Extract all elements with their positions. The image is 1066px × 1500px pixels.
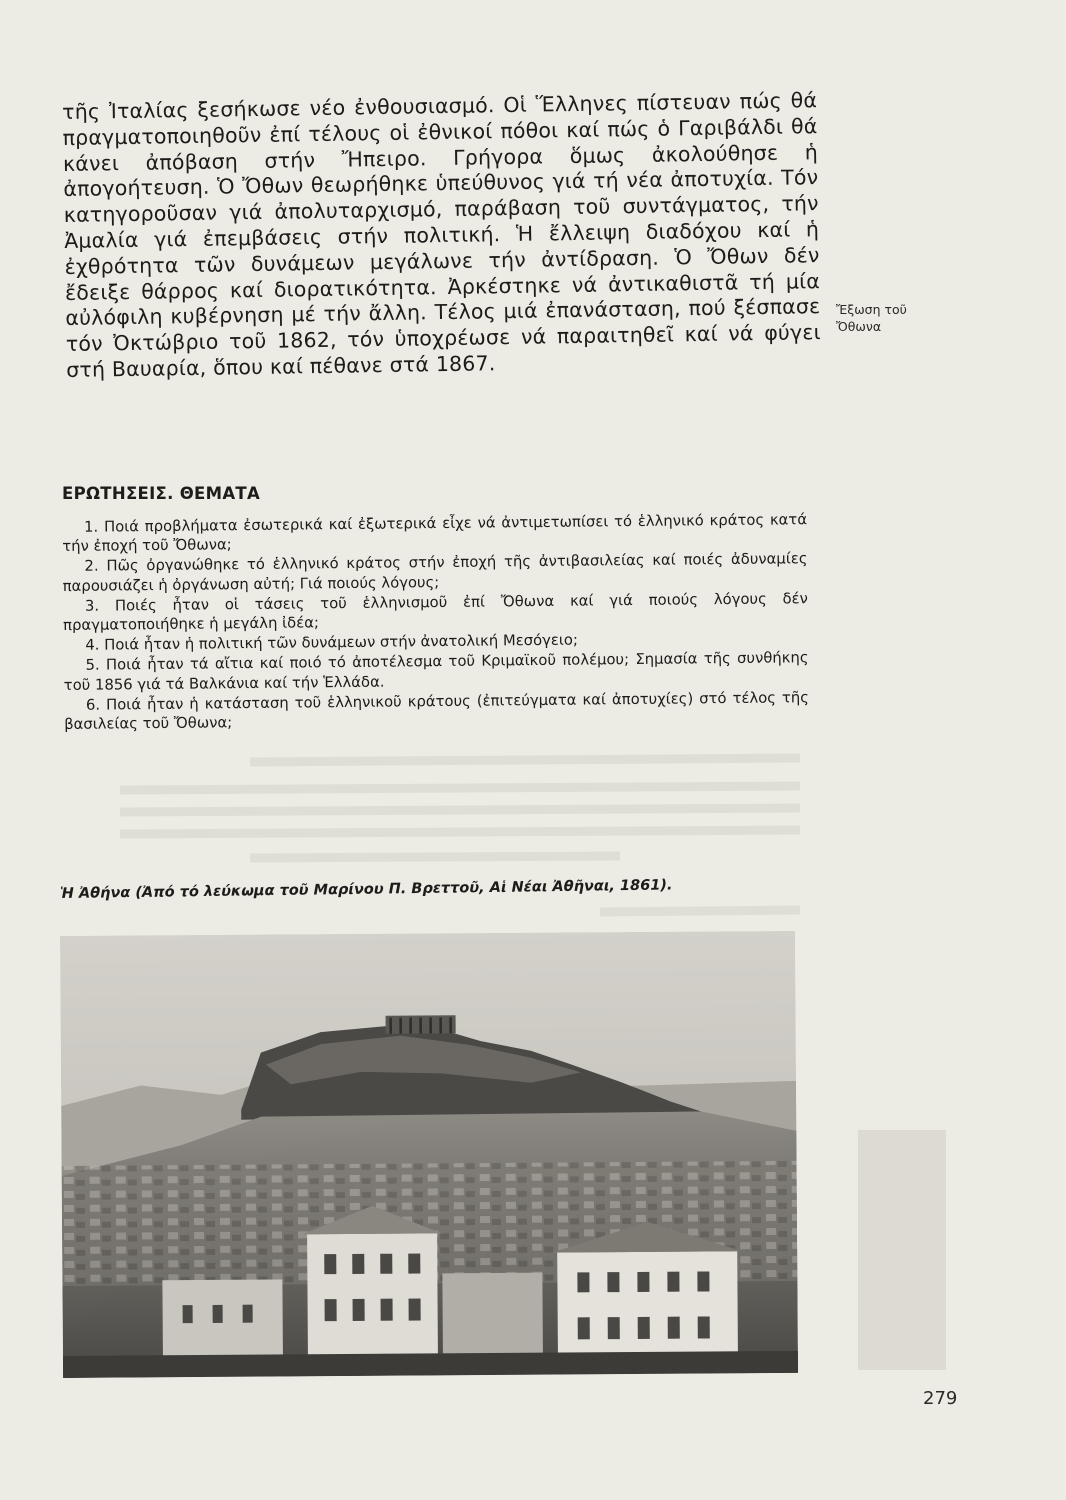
- margin-note-line: Ὄθωνα: [836, 319, 882, 334]
- margin-note-line: Ἔξωση τοῦ: [836, 302, 907, 317]
- questions-heading: ΕΡΩΤΗΣΕΙΣ. ΘΕΜΑΤΑ: [62, 484, 261, 503]
- paragraph-text: τῆς Ἰταλίας ξεσήκωσε νέο ἐνθουσιασμό. Οἱ Ἕλληνες πίστευαν πώς θά πραγματοποιηθοῦν ἐπί τέλους οἱ ἐθνικοί πόθοι καί πώς ὁ Γαριβάλδι θά κάνει ἀπόβαση στήν Ἤπειρο. Γρήγορα ὅμως ἀκολούθησε ἡ ἀπογοήτευση. Ὁ Ὄθων θεωρήθηκε ὑπεύθυνος γιά τή νέα ἀποτυχία. Τόν κατηγοροῦσαν γιά ἀπολυταρχισμό, παράβαση τοῦ συντάγματος, τήν Ἀμαλία γιά ἐπεμβάσεις στήν πολιτική. Ἡ ἔλλειψη διαδόχου καί ἡ ἐχθρότητα τῶν δυνάμεων μεγάλωνε τήν ἀντίδραση. Ὁ Ὄθων δέν ἔδειξε θάρρος καί διορατικότητα. Ἀρκέστηκε νά ἀντικαθιστᾶ τή μία αὐλόφιλη κυβέρνηση μέ τήν ἄλλη. Τέλος μιά ἐπανάσταση, πού ξέσπασε τόν Ὀκτώβριο τοῦ 1862, τόν ὑποχρέωσε νά παραιτηθεῖ καί νά φύγει στή Βαυαρία, ὅπου καί πέθανε στά 1867.: [62, 88, 821, 382]
- athens-photograph: [60, 931, 798, 1378]
- photo-caption: Ἡ Ἀθήνα (Ἀπό τό λεύκωμα τοῦ Μαρίνου Π. Βρεττοῦ, Αἱ Νέαι Ἀθῆναι, 1861).: [60, 877, 673, 902]
- question-item: 2. Πῶς ὀργανώθηκε τό ἑλληνικό κράτος στήν ἐποχή τῆς ἀντιβασιλείας καί ποιές ἀδυναμίες παρουσιάζει ἡ ὀργάνωση αὐτή; Γιά ποιούς λόγους;: [62, 550, 808, 595]
- question-item: 6. Ποιά ἦταν ἡ κατάσταση τοῦ ἑλληνικοῦ κράτους (ἐπιτεύγματα καί ἀποτυχίες) στό τέλος τῆς βασιλείας τοῦ Ὄθωνα;: [64, 689, 810, 734]
- question-item: 5. Ποιά ἦταν τά αἴτια καί ποιό τό ἀποτέλεσμα τοῦ Κριμαϊκοῦ πολέμου; Σημασία τῆς συνθήκης τοῦ 1856 γιά τά Βαλκάνια καί τήν Ἑλλάδα.: [63, 649, 809, 694]
- bleed-image-icon: [858, 1130, 946, 1370]
- question-item: 3. Ποιές ἦταν οἱ τάσεις τοῦ ἑλληνισμοῦ ἐπί Ὄθωνα καί γιά ποιούς λόγους δέν πραγματοποιήθηκε ἡ μεγάλη ἰδέα;: [63, 590, 808, 635]
- page-number: 279: [923, 1388, 958, 1409]
- margin-note: [836, 301, 946, 335]
- question-item: 4. Ποιά ἦταν ἡ πολιτική τῶν δυνάμεων στήν ἀνατολική Μεσόγειο;: [85, 631, 579, 654]
- questions-list: [62, 510, 809, 735]
- acropolis-view-icon: [60, 931, 798, 1378]
- main-paragraph: [62, 88, 821, 384]
- question-item: 1. Ποιά προβλήματα ἐσωτερικά καί ἐξωτερικά εἶχε νά ἀντιμετωπίσει τό ἑλληνικό κράτος κατά τήν ἐποχή τοῦ Ὄθωνα;: [62, 511, 808, 556]
